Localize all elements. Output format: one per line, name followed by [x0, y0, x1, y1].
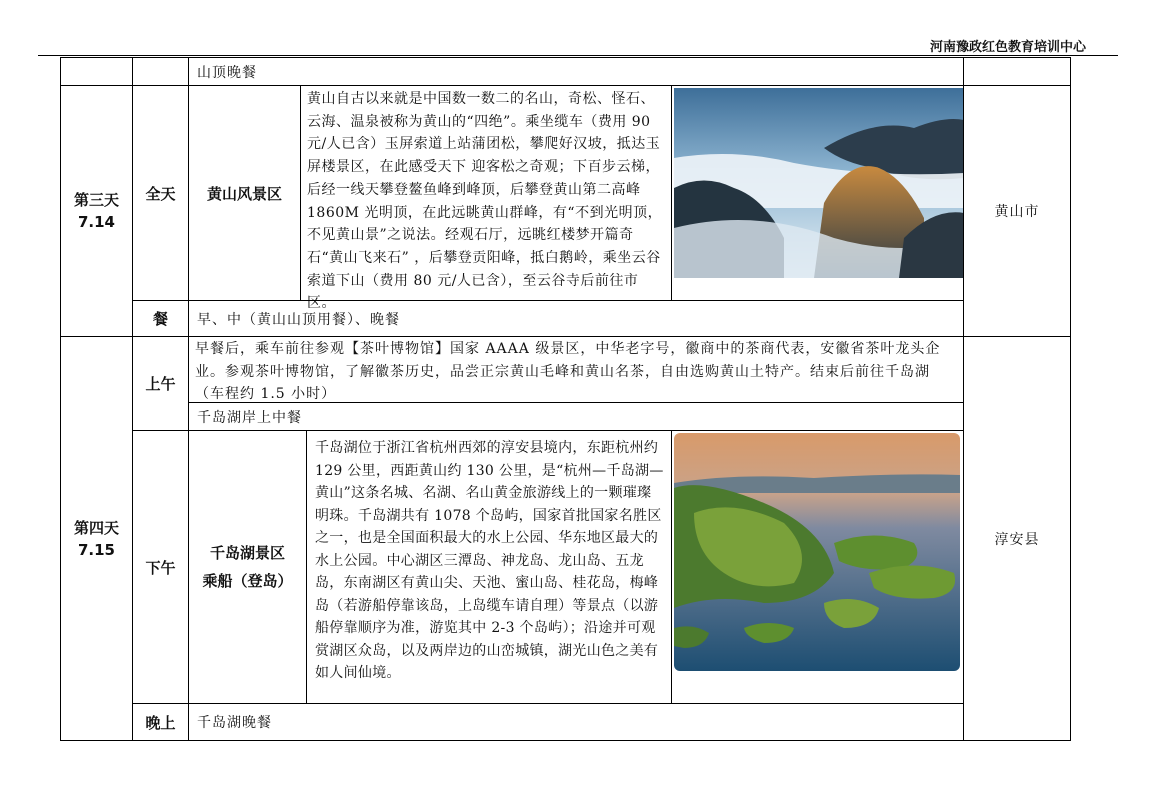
day4-morning-cell: [188, 336, 964, 403]
prev-location-cell: [963, 57, 1071, 86]
day4-dinner: 千岛湖晚餐: [197, 715, 272, 731]
day3-time-cell: [132, 85, 189, 301]
day3-meal-label: 餐: [152, 310, 168, 328]
day3-label-cell: [60, 85, 133, 337]
day3-location: 黄山市: [994, 204, 1040, 220]
day3-site: 黄山风景区: [206, 184, 282, 203]
prev-meal-cell: [188, 57, 964, 86]
day4-afternoon-label: 下午: [145, 558, 176, 577]
header-rule: [38, 55, 1118, 56]
day4-lunch: 千岛湖岸上中餐: [197, 409, 302, 426]
day4-description: 千岛湖位于浙江省杭州西郊的淳安县境内，东距杭州约 129 公里，西距黄山约 130 公里，是“杭州—千岛湖—黄山”这条名城、名湖、名山黄金旅游线上的一颗璀璨明珠。千岛湖共有 1078 个岛屿，国家首批国家名胜区之一，也是全国面积最大的水上公园、华东地区最大的水上公园。中心湖区三潭岛、神龙岛、龙山岛、五龙岛，东南湖区有黄山尖、天池、蜜山岛、桂花岛，梅峰岛（若游船停靠该岛，上岛缆车请自理）等景点（以游船停靠顺序为准，游览其中 2-3 个岛屿）；沿途并可观赏湖区众岛，以及两岸边的山峦城镇，湖光山色之美有如人间仙境。: [315, 440, 664, 681]
day3-meals-cell: [188, 300, 964, 337]
day4-site-cell: [188, 430, 307, 704]
day3-site-cell: [188, 85, 301, 301]
prev-day-cell: [60, 57, 133, 86]
day4-location: 淳安县: [994, 531, 1040, 548]
day4-morning-label: 上午: [145, 375, 176, 393]
day4-evening-label-cell: [132, 703, 189, 741]
prev-meal-text: 山顶晚餐: [197, 64, 257, 81]
day3-meal-label-cell: [132, 300, 189, 337]
day3-day-label: 第三天: [73, 191, 119, 209]
prev-time-cell: [132, 57, 189, 86]
day4-day-label: 第四天: [73, 518, 119, 537]
header-org-name: 河南豫政红色教育培训中心: [929, 40, 1086, 55]
day4-dinner-cell: [188, 703, 964, 741]
day4-lunch-cell: [188, 402, 964, 431]
day4-morning-text: 早餐后，乘车前往参观【茶叶博物馆】国家 AAAA 级景区，中华老字号，徽商中的茶商代表，安徽省茶叶龙头企业。参观茶叶博物馆，了解徽茶历史，品尝正宗黄山毛峰和黄山名茶，自由选购黄山土特产。结束后前往千岛湖（车程约 1.5 小时）: [195, 341, 941, 403]
day4-label-cell: [60, 336, 133, 741]
day4-site-line1: 千岛湖景区: [209, 544, 285, 562]
day3-date: 7.14: [77, 213, 115, 231]
day3-meals: 早、中（黄山山顶用餐）、晚餐: [197, 311, 400, 328]
day3-description: 黄山自古以来就是中国数一数二的名山，奇松、怪石、云海、温泉被称为黄山的“四绝”。乘坐缆车（费用 90 元/人已含）玉屏索道上站蒲团松，攀爬好汉坡，抵达玉屏楼景区，在此感受天下 迎客松之奇观；下百步云梯，后经一线天攀登鳌鱼峰到峰顶，后攀登黄山第二高峰 1860M 光明顶，在此远眺黄山群峰，有“不到光明顶，不见黄山景”之说法。经观石厅，远眺红楼梦开篇奇石“黄山飞来石” ，后攀登贡阳峰，抵白鹅岭，乘坐云谷索道下山（费用 80 元/人已含），至云谷寺后前往市区。: [307, 91, 663, 312]
day4-date: 7.15: [77, 540, 115, 559]
day3-time: 全天: [145, 184, 176, 203]
day4-location-cell: [963, 336, 1071, 741]
day3-description-cell: [300, 85, 672, 312]
day4-image-cell: [671, 430, 964, 704]
day4-evening-label: 晚上: [145, 713, 176, 732]
day3-location-cell: [963, 85, 1071, 337]
day4-morning-label-cell: [132, 336, 189, 431]
day4-site-line2: 乘船（登岛）: [202, 572, 293, 590]
huangshan-photo: [674, 88, 964, 278]
day4-afternoon-label-cell: [132, 430, 189, 704]
day4-description-cell: [306, 430, 672, 704]
qiandaohu-photo: [674, 433, 960, 671]
day3-image-cell: [671, 85, 964, 301]
